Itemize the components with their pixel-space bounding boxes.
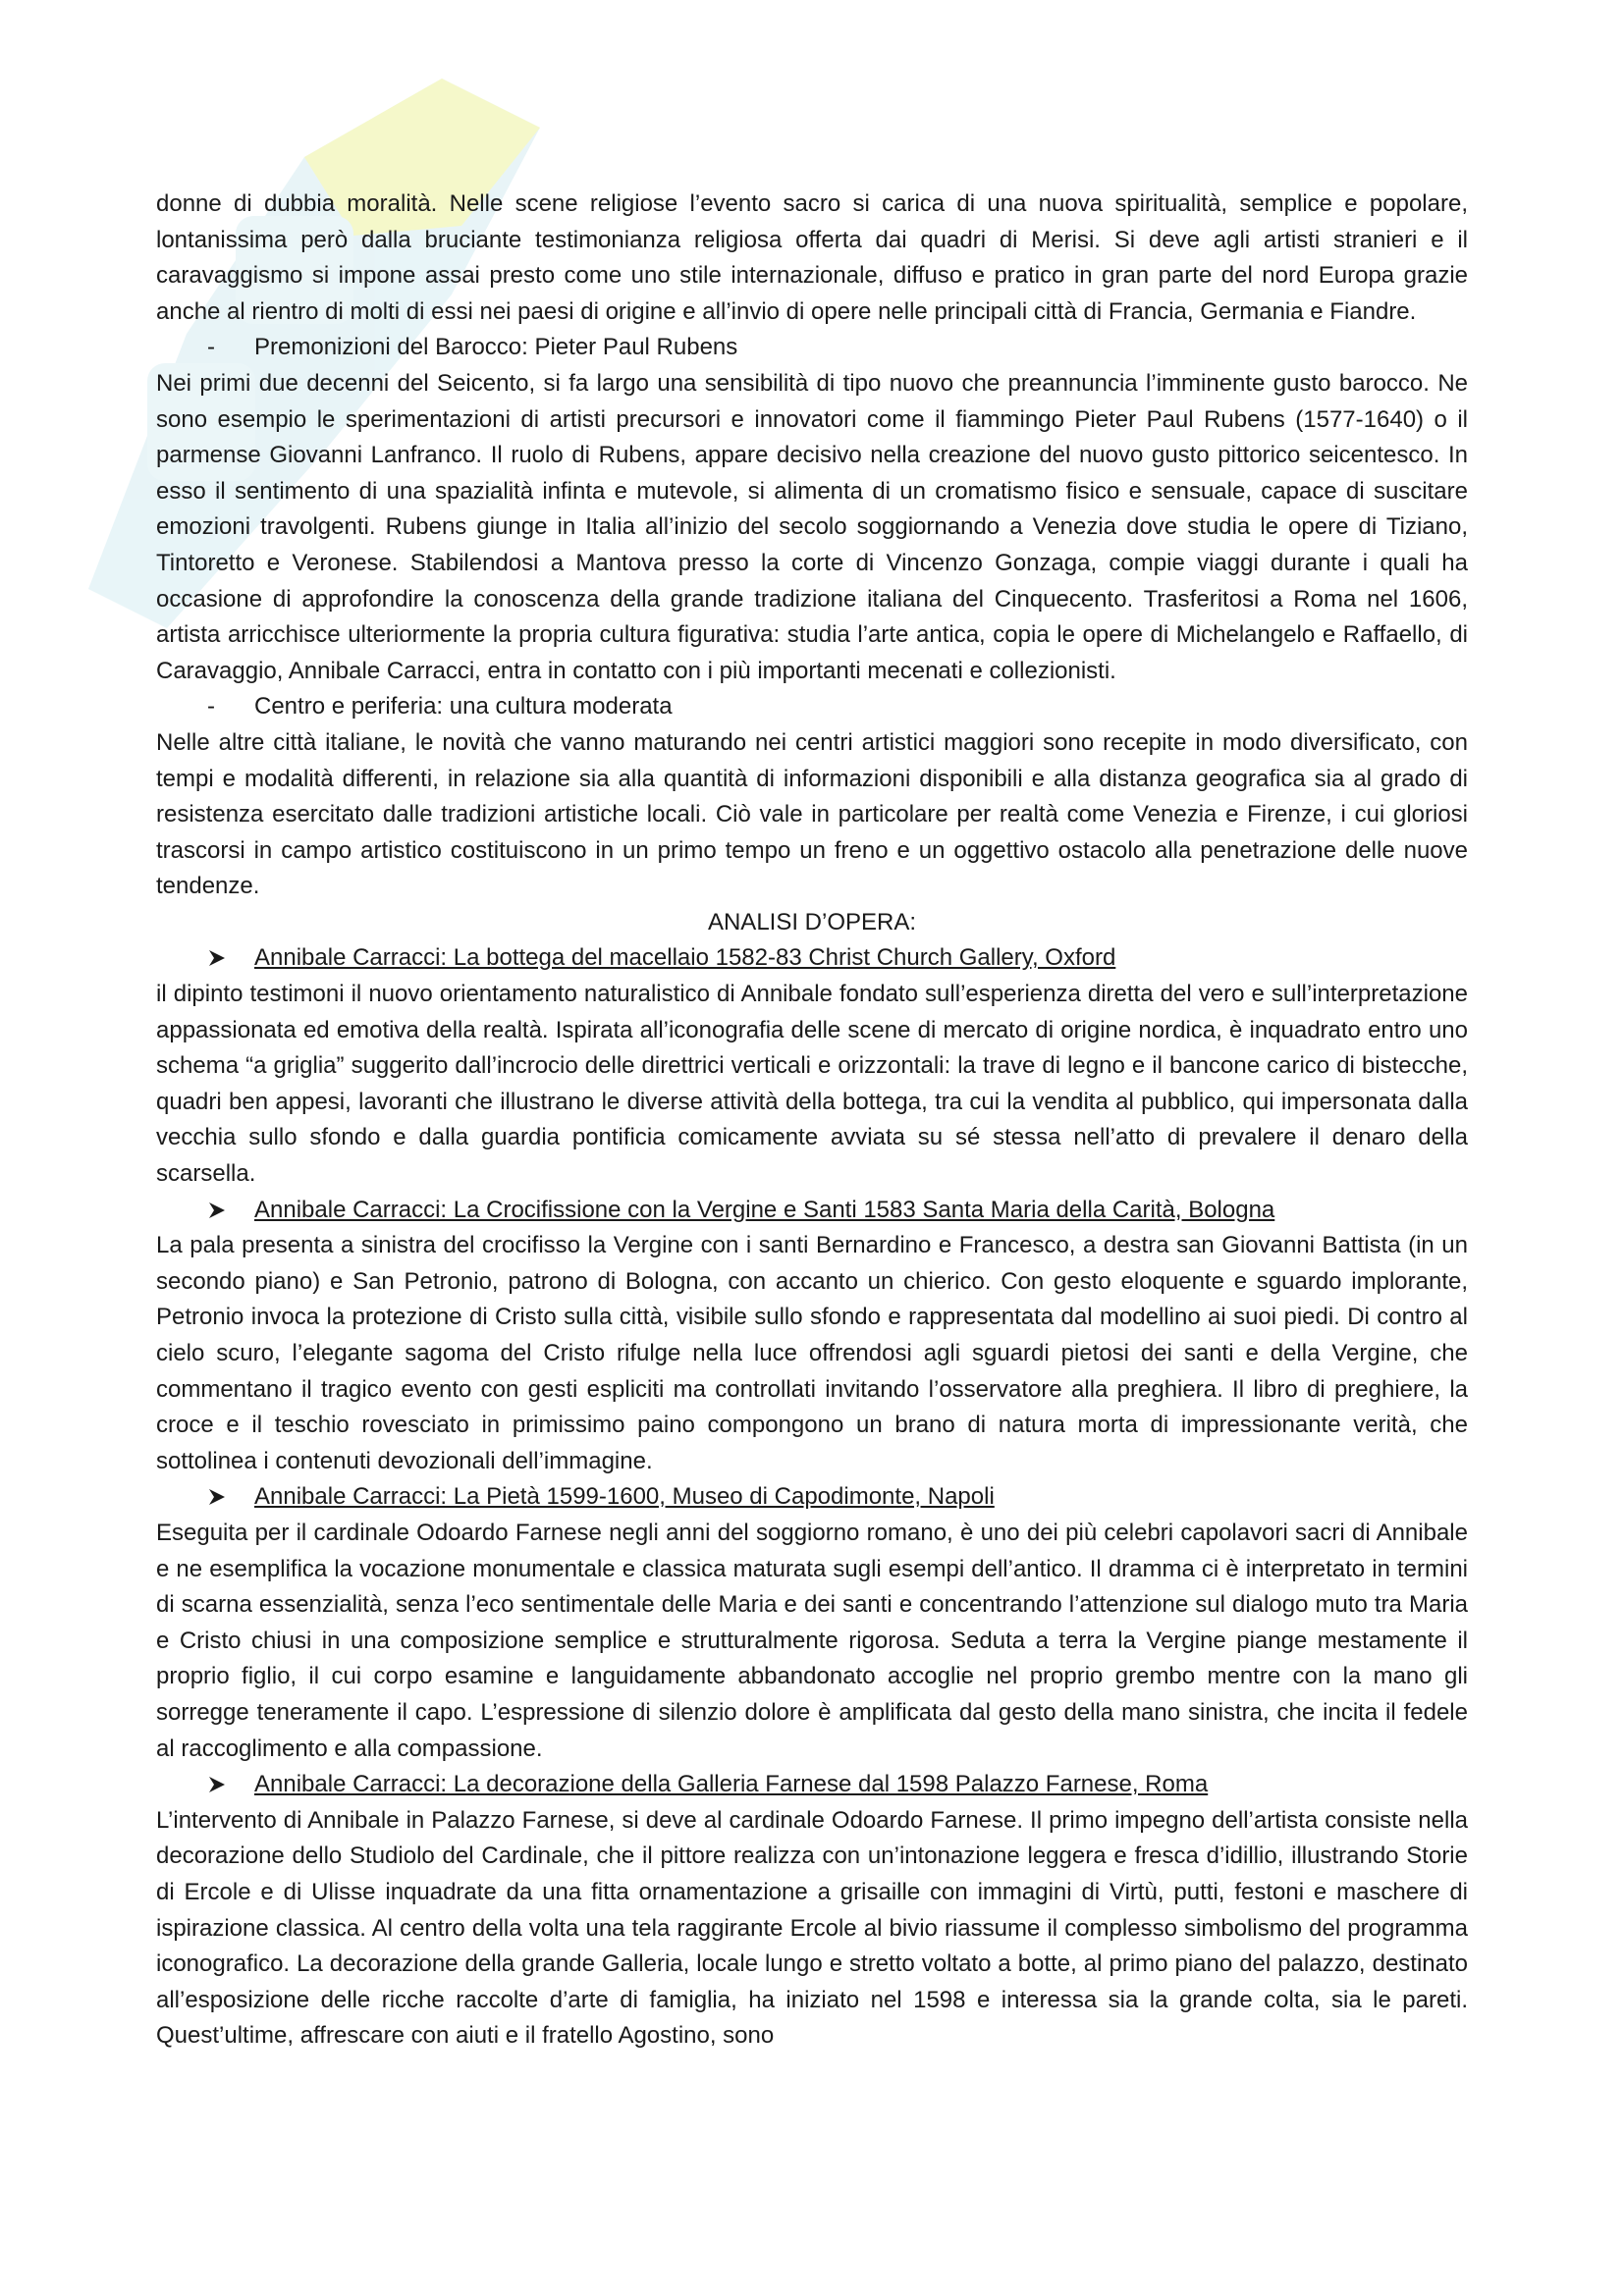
artwork-heading-crocifissione <box>156 1193 1468 1229</box>
artwork-title: Annibale Carracci: La Pietà 1599-1600, Museo di Capodimonte, Napoli <box>254 1483 995 1511</box>
artwork-title: Annibale Carracci: La bottega del macellaio 1582-83 Christ Church Gallery, Oxford <box>254 944 1116 972</box>
artwork-heading-pieta <box>156 1479 1468 1516</box>
section-heading-centro <box>156 689 1468 725</box>
arrow-bullet-icon <box>207 1487 227 1507</box>
dash-bullet: - <box>207 334 215 361</box>
pieta-paragraph: Eseguita per il cardinale Odoardo Farnese negli anni del soggiorno romano, è uno dei più celebri capolavori sacri di Annibale e ne esemplifica la vocazione monumentale e classica maturata sugli esempi dell’antico. Il dramma ci è interpretato in termini di scarna essenzialità, senza l’eco sentimentale delle Maria e dei santi e concentrando l’attenzione sul dialogo muto tra Maria e Cristo chiusi in una composizione semplice e strutturalmente rigorosa. Seduta a terra la Vergine piange mestamente il proprio figlio, il cui corpo esamine e languidamente abbandonato accoglie nel proprio grembo mentre con la mano gli sorregge teneramente il capo. L’espressione di silenzio dolore è amplificata dal gesto della mano sinistra, che incita il fedele al raccoglimento e alla compassione. <box>156 1519 1468 1762</box>
farnese-paragraph: L’intervento di Annibale in Palazzo Farnese, si deve al cardinale Odoardo Farnese. Il primo impegno dell’artista consiste nella decorazione dello Studiolo del Cardinale, che il pittore realizza con un’intonazione leggera e fresca d’idillio, illustrando Storie di Ercole e di Ulisse inquadrate da una fitta ornamentazione a grisaille con immagini di Virtù, putti, festoni e maschere di ispirazione classica. Al centro della volta una tela raggirante Ercole al bivio riassume il complesso simbolismo del programma iconografico. La decorazione della grande Galleria, locale lungo e stretto voltato a botte, al primo piano del palazzo, destinato all’esposizione delle ricche raccolte d’arte di famiglia, ha iniziato nel 1598 e interessa sia la grande colta, sia le pareti. Quest’ultime, affrescare con aiuti e il fratello Agostino, sono <box>156 1806 1468 2050</box>
rubens-paragraph: Nei primi due decenni del Seicento, si fa largo una sensibilità di tipo nuovo che preannuncia l’imminente gusto barocco. Ne sono esempio le sperimentazioni di artisti precursori e innovatori come il fiammingo Pieter Paul Rubens (1577-1640) o il parmense Giovanni Lanfranco. Il ruolo di Rubens, appare decisivo nella creazione del nuovo gusto pittorico seicentesco. In esso il sentimento di una spazialità infinta e mutevole, si alimenta di un cromatismo fisico e sensuale, capace di suscitare emozioni travolgenti. Rubens giunge in Italia all’inizio del secolo soggiornando a Venezia dove studia le opere di Tiziano, Tintoretto e Veronese. Stabilendosi a Mantova presso la corte di Vincenzo Gonzaga, compie viaggi durante i quali ha occasione di approfondire la conoscenza della grande tradizione italiana del Cinquecento. Trasferitosi a Roma nel 1606, artista arricchisce ulteriormente la propria cultura figurativa: studia l’arte antica, copia le opere di Michelangelo e Raffaello, di Caravaggio, Annibale Carracci, entra in contatto con i più importanti mecenati e collezionisti. <box>156 369 1468 684</box>
artwork-title: Annibale Carracci: La decorazione della Galleria Farnese dal 1598 Palazzo Farnese, Roma <box>254 1771 1209 1798</box>
section-heading-rubens <box>156 330 1468 366</box>
artwork-title: Annibale Carracci: La Crocifissione con la Vergine e Santi 1583 Santa Maria della Carità, Bologna <box>254 1196 1275 1223</box>
arrow-bullet-icon <box>207 948 227 968</box>
document-body <box>156 187 1468 2055</box>
artwork-heading-farnese <box>156 1767 1468 1803</box>
section-title: Premonizioni del Barocco: Pieter Paul Rubens <box>254 334 738 361</box>
intro-paragraph: donne di dubbia moralità. Nelle scene religiose l’evento sacro si carica di una nuova spiritualità, semplice e popolare, lontanissima però dalla bruciante testimonianza religiosa offerta dai quadri di Merisi. Si deve agli artisti stranieri e il caravaggismo si impone assai presto come uno stile internazionale, diffuso e pratico in gran parte del nord Europa grazie anche al rientro di molti di essi nei paesi di origine e all’invio di opere nelle principali città di Francia, Germania e Fiandre. <box>156 190 1468 325</box>
artwork-heading-bottega <box>156 940 1468 977</box>
centro-paragraph: Nelle altre città italiane, le novità che vanno maturando nei centri artistici maggiori sono recepite in modo diversificato, con tempi e modalità differenti, in relazione sia alla quantità di informazioni disponibili e alla distanza geografica sia al grado di resistenza esercitato dalle tradizioni artistiche locali. Ciò vale in particolare per realtà come Venezia e Firenze, i cui gloriosi trascorsi in campo artistico costituiscono in un primo tempo un freno e un oggettivo ostacolo alla penetrazione delle nuove tendenze. <box>156 728 1468 900</box>
section-title: Centro e periferia: una cultura moderata <box>254 693 673 721</box>
arrow-bullet-icon <box>207 1775 227 1794</box>
crocifissione-paragraph: La pala presenta a sinistra del crocifisso la Vergine con i santi Bernardino e Francesco, a destra san Giovanni Battista (in un secondo piano) e San Petronio, patrono di Bologna, con accanto un chierico. Con gesto eloquente e sguardo implorante, Petronio invoca la protezione di Cristo sulla città, visibile sullo sfondo e rappresentata dal modellino ai suoi piedi. Di contro al cielo scuro, l’elegante sagoma del Cristo rifulge nella luce offrendosi agli sguardi pietosi dei santi e della Vergine, che commentano il tragico evento con gesti espliciti ma controllati invitando l’osservatore alla preghiera. Il libro di preghiere, la croce e il teschio rovesciato in primissimo paino compongono un brano di natura morta di impressionante verità, che sottolinea i contenuti devozionali dell’immagine. <box>156 1232 1468 1474</box>
dash-bullet: - <box>207 693 215 721</box>
arrow-bullet-icon <box>207 1201 227 1220</box>
analisi-heading: ANALISI D’OPERA: <box>707 908 917 935</box>
bottega-paragraph: il dipinto testimoni il nuovo orientamento naturalistico di Annibale fondato sull’esperienza diretta del vero e sull’interpretazione appassionata ed emotiva della realtà. Ispirata all’iconografia delle scene di mercato di origine nordica, è inquadrato entro uno schema “a griglia” suggerito dall’incrocio delle direttrici verticali e orizzontali: la trave di legno e il bancone carico di bistecche, quadri ben appesi, lavoranti che illustrano le diverse attività della bottega, tra cui la vendita al pubblico, qui impersonata dalla vecchia sullo sfondo e dalla guardia pontificia comicamente avviata su sé stessa nell’atto di prevalere il denaro della scarsella. <box>156 981 1468 1188</box>
